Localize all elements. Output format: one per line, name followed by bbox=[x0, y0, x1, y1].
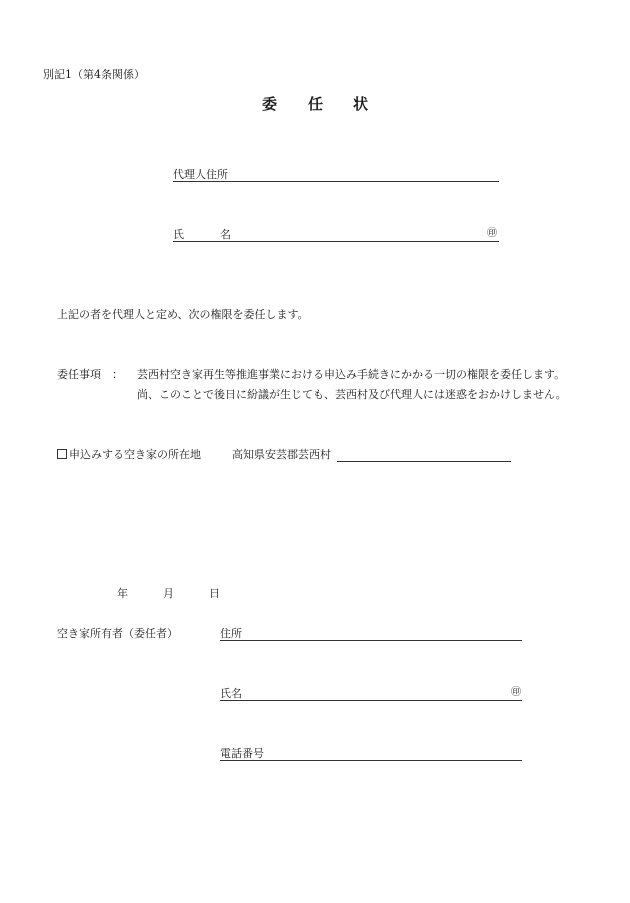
date-day-label: 日 bbox=[209, 587, 220, 600]
property-prefix: 高知県安芸郡芸西村 bbox=[232, 448, 331, 461]
document-title bbox=[0, 97, 630, 113]
property-location-field[interactable] bbox=[337, 461, 511, 462]
agent-name-field[interactable] bbox=[173, 241, 499, 242]
delegation-line-1: 芸西村空き家再生等推進事業における申込み手続きにかかる一切の権限を委任します。 bbox=[137, 368, 566, 381]
date-month-label: 月 bbox=[163, 587, 174, 600]
delegation-label: 委任事項 bbox=[57, 368, 101, 381]
delegation-statement: 上記の者を代理人と定め、次の権限を委任します。 bbox=[57, 308, 309, 321]
owner-seal-mark: ㊞ bbox=[511, 687, 521, 698]
delegation-colon: ： bbox=[112, 368, 123, 381]
owner-address-field[interactable] bbox=[220, 640, 522, 641]
owner-name-label: 氏名 bbox=[220, 687, 242, 700]
owner-phone-label: 電話番号 bbox=[220, 747, 264, 760]
annex-label: 別記1（第4条関係） bbox=[43, 68, 145, 81]
owner-address-label: 住所 bbox=[220, 627, 242, 640]
property-location-row bbox=[57, 449, 201, 460]
agent-name-label-1: 氏 bbox=[173, 228, 184, 241]
agent-address-label: 代理人住所 bbox=[173, 168, 228, 181]
owner-phone-field[interactable] bbox=[220, 760, 522, 761]
owner-name-field[interactable] bbox=[220, 700, 522, 701]
agent-address-field[interactable] bbox=[173, 181, 499, 182]
owner-label: 空き家所有者（委任者） bbox=[57, 627, 178, 640]
agent-seal-mark: ㊞ bbox=[487, 228, 497, 239]
title-char-1: 委 bbox=[262, 95, 278, 113]
title-char-2: 任 bbox=[308, 95, 324, 113]
date-year-label: 年 bbox=[117, 587, 128, 600]
property-location-label: 申込みする空き家の所在地 bbox=[69, 448, 201, 461]
delegation-line-2: 尚、このことで後日に紛議が生じても、芸西村及び代理人には迷惑をおかけしません。 bbox=[137, 388, 567, 401]
title-char-3: 状 bbox=[353, 95, 369, 113]
agent-name-label-2: 名 bbox=[220, 228, 231, 241]
property-checkbox[interactable] bbox=[57, 449, 67, 459]
